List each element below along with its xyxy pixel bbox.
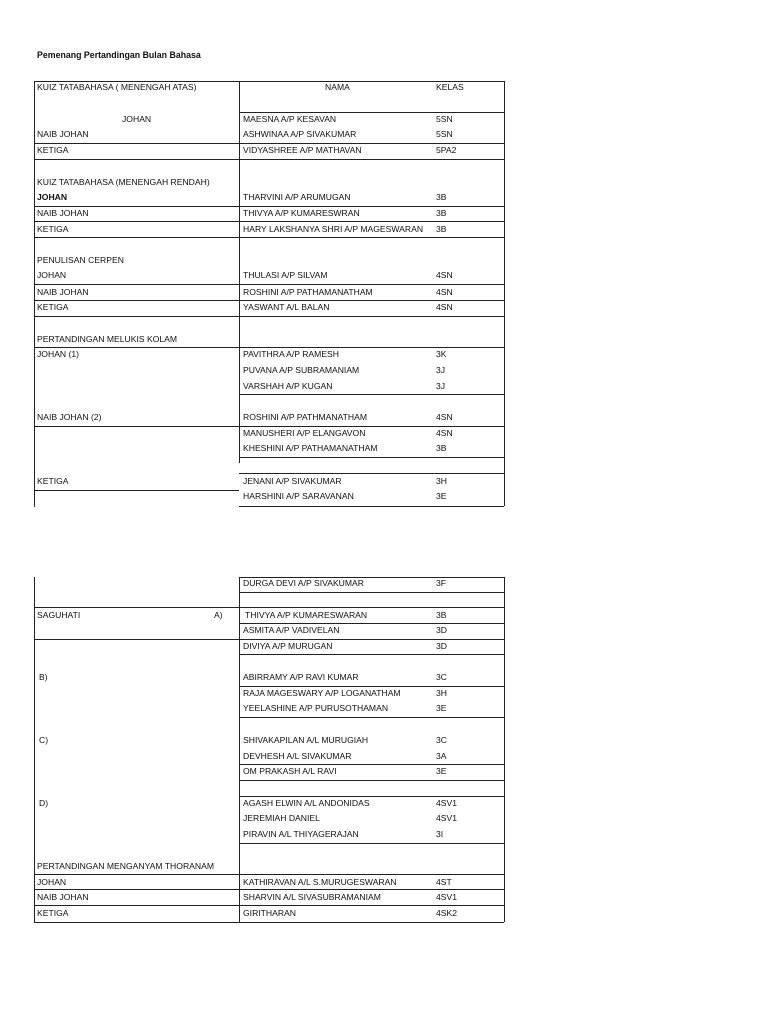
winner-class: 3H	[436, 476, 447, 486]
winner-class: 3E	[436, 491, 447, 501]
winner-name: PUVANA A/P SUBRAMANIAM	[243, 365, 360, 375]
rank-label: KETIGA	[37, 908, 69, 918]
winner-name: VARSHAH A/P KUGAN	[243, 381, 333, 391]
winner-class: 5SN	[436, 129, 453, 139]
winner-class: 3I	[436, 829, 444, 839]
winner-class: 4SV1	[436, 798, 458, 808]
winner-name: JENANI A/P SIVAKUMAR	[243, 476, 342, 486]
winner-name: GIRITHARAN	[243, 908, 296, 918]
winner-name: DIVIYA A/P MURUGAN	[243, 641, 333, 651]
section-title: PERTANDINGAN MELUKIS KOLAM	[37, 334, 178, 344]
winner-class: 3A	[436, 751, 447, 761]
rank-label: KETIGA	[37, 145, 69, 155]
winner-name: KATHIRAVAN A/L S.MURUGESWARAN	[243, 877, 397, 887]
rank-label: JOHAN	[37, 192, 68, 202]
group-label: C)	[39, 735, 49, 745]
rank-label: NAIB JOHAN	[37, 892, 89, 902]
winner-name: YASWANT A/L BALAN	[243, 302, 330, 312]
rank-label: NAIB JOHAN (2)	[37, 412, 102, 422]
winner-class: 4SV1	[436, 892, 458, 902]
winner-name: ROSHINI A/P PATHAMANATHAM	[243, 287, 373, 297]
winner-name: PIRAVIN A/L THIYAGERAJAN	[243, 829, 359, 839]
winner-name: THULASI A/P SILVAM	[243, 270, 328, 280]
winner-name: VIDYASHREE A/P MATHAVAN	[243, 145, 362, 155]
winner-name: HARSHINI A/P SARAVANAN	[243, 491, 354, 501]
winner-class: 3C	[436, 672, 447, 682]
winner-name: THIVYA A/P KUMARESWRAN	[243, 208, 360, 218]
winner-class: 4SV1	[436, 813, 458, 823]
section-title: PERTANDINGAN MENGANYAM THORANAM	[37, 861, 214, 871]
rank-label: KETIGA	[37, 476, 69, 486]
winner-name: PAVITHRA A/P RAMESH	[243, 349, 339, 359]
winner-class: 3K	[436, 349, 447, 359]
winner-class: 5PA2	[436, 145, 457, 155]
winner-name: ASMITA A/P VADIVELAN	[243, 625, 340, 635]
group-label: A)	[214, 610, 223, 620]
winner-name: THARVINI A/P ARUMUGAN	[243, 192, 351, 202]
rank-label: NAIB JOHAN	[37, 287, 89, 297]
winner-class: 4SN	[436, 412, 453, 422]
winner-class: 4SN	[436, 270, 453, 280]
winner-name: HARY LAKSHANYA SHRI A/P MAGESWARAN	[243, 224, 424, 234]
winner-class: 4SN	[436, 428, 453, 438]
winner-class: 3D	[436, 625, 447, 635]
group-label: D)	[39, 798, 49, 808]
winner-class: 3B	[436, 192, 447, 202]
header-name: NAMA	[325, 82, 350, 92]
rank-label: KETIGA	[37, 302, 69, 312]
winner-name: SHARVIN A/L SIVASUBRAMANIAM	[243, 892, 381, 902]
winner-class: 3E	[436, 766, 447, 776]
winner-class: 3J	[436, 381, 446, 391]
winner-class: 3B	[436, 208, 447, 218]
rank-label: JOHAN	[37, 270, 67, 280]
section-title: KUIZ TATABAHASA (MENENGAH RENDAH)	[37, 177, 210, 187]
winner-name: DURGA DEVI A/P SIVAKUMAR	[243, 578, 364, 588]
winner-class: 5SN	[436, 114, 453, 124]
rank-label: JOHAN (1)	[37, 349, 80, 359]
rank-label: NAIB JOHAN	[37, 208, 89, 218]
winner-class: 4SK2	[436, 908, 458, 918]
winner-name: ROSHINI A/P PATHMANATHAM	[243, 412, 367, 422]
winner-class: 4SN	[436, 287, 453, 297]
header-class: KELAS	[436, 82, 464, 92]
page-title: Pemenang Pertandingan Bulan Bahasa	[37, 50, 201, 60]
winner-class: 3D	[436, 641, 447, 651]
winner-class: 4SN	[436, 302, 453, 312]
winner-name: ABIRRAMY A/P RAVI KUMAR	[243, 672, 359, 682]
winner-class: 4ST	[436, 877, 452, 887]
winner-class: 3E	[436, 703, 447, 713]
winner-name: MAESNA A/P KESAVAN	[243, 114, 337, 124]
section-title: SAGUHATI	[37, 610, 81, 620]
winner-class: 3J	[436, 365, 446, 375]
group-label: B)	[39, 672, 48, 682]
header-category: KUIZ TATABAHASA ( MENENGAH ATAS)	[37, 82, 197, 92]
winner-class: 3H	[436, 688, 447, 698]
rank-label: JOHAN	[37, 877, 67, 887]
winner-name: ASHWINAA A/P SIVAKUMAR	[243, 129, 357, 139]
winner-name: DEVHESH A/L SIVAKUMAR	[243, 751, 352, 761]
winner-class: 3B	[436, 610, 447, 620]
winner-name: MANUSHERI A/P ELANGAVON	[243, 428, 366, 438]
winner-class: 3B	[436, 443, 447, 453]
rank-label: JOHAN	[122, 114, 152, 124]
winner-class: 3F	[436, 578, 447, 588]
winner-name: THIVYA A/P KUMARESWARAN	[245, 610, 368, 620]
rank-label: NAIB JOHAN	[37, 129, 89, 139]
winner-name: RAJA MAGESWARY A/P LOGANATHAM	[243, 688, 401, 698]
winner-name: YEELASHINE A/P PURUSOTHAMAN	[243, 703, 389, 713]
winner-name: AGASH ELWIN A/L ANDONIDAS	[243, 798, 370, 808]
winner-name: OM PRAKASH A/L RAVI	[243, 766, 337, 776]
winner-class: 3B	[436, 224, 447, 234]
section-title: PENULISAN CERPEN	[37, 255, 124, 265]
winner-class: 3C	[436, 735, 447, 745]
rank-label: KETIGA	[37, 224, 69, 234]
winner-name: SHIVAKAPILAN A/L MURUGIAH	[243, 735, 369, 745]
winner-name: KHESHINI A/P PATHAMANATHAM	[243, 443, 378, 453]
winner-name: JEREMIAH DANIEL	[243, 813, 320, 823]
